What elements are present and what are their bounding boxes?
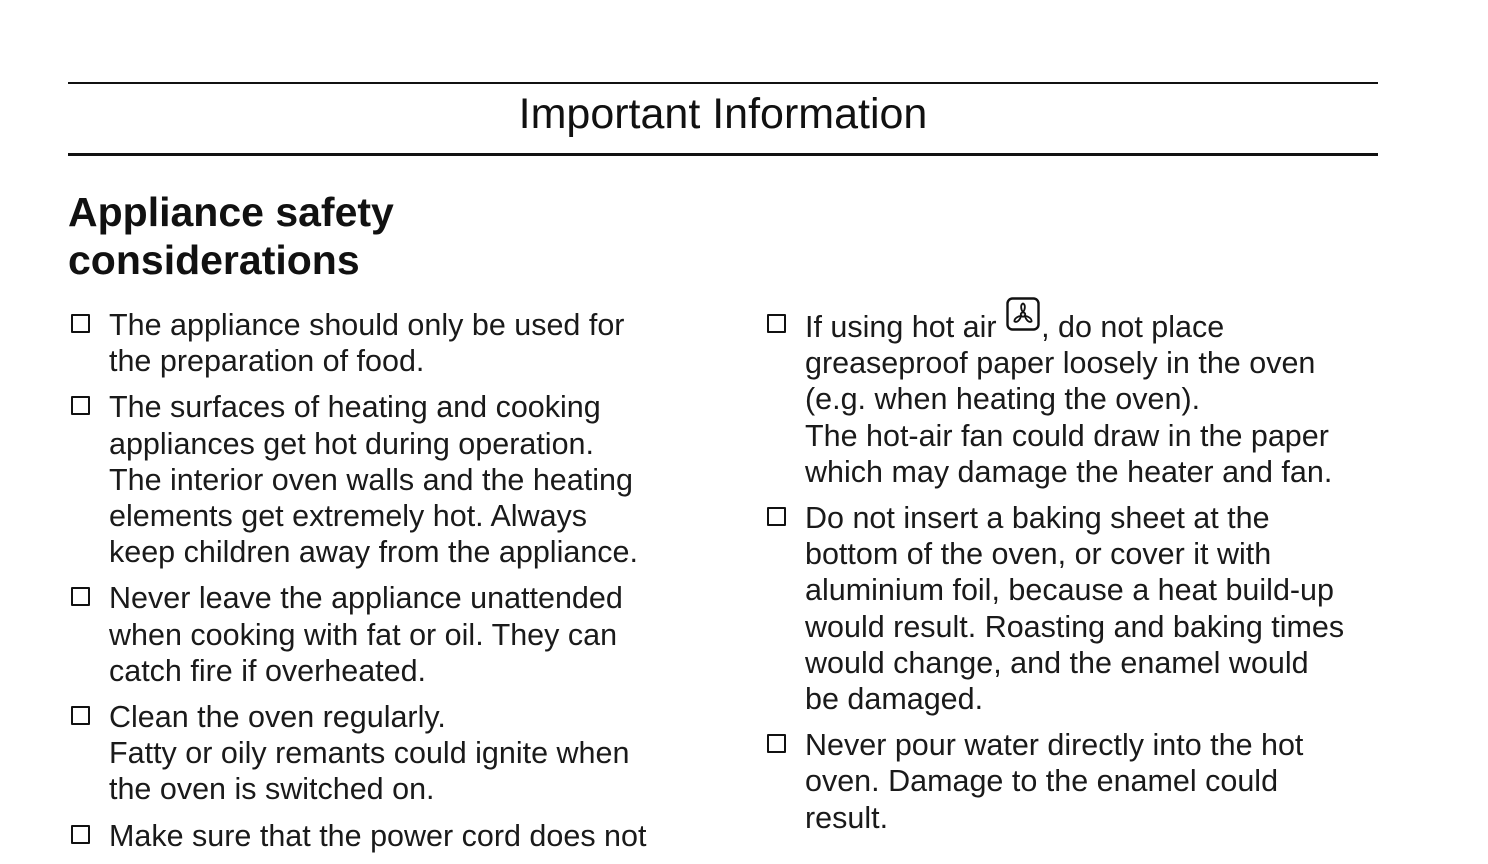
item-text-line: keep children away from the appliance.	[109, 535, 638, 570]
item-text-line: greaseproof paper loosely in the oven	[805, 346, 1316, 381]
item-text-line: The interior oven walls and the heating	[109, 462, 633, 497]
safety-list-left	[68, 307, 688, 864]
item-text-line: be damaged.	[805, 682, 984, 717]
item-text-line: aluminium foil, because a heat build-up	[805, 573, 1334, 608]
safety-item	[68, 580, 688, 689]
item-text-line: Never pour water directly into the hot	[805, 728, 1304, 763]
item-text-line: catch fire if overheated.	[109, 653, 427, 688]
item-text-line: The appliance should only be used for	[109, 308, 625, 342]
item-text-line: Make sure that the power cord does not	[109, 818, 647, 853]
item-text-line: Never leave the appliance unattended	[109, 581, 623, 616]
checkbox-bullet-icon	[767, 734, 786, 753]
item-text-line: Clean the oven regularly.	[109, 700, 446, 735]
item-text-line: oven. Damage to the enamel could	[805, 764, 1279, 799]
safety-list-right	[764, 307, 1384, 846]
item-text-line: would result. Roasting and baking times	[805, 609, 1345, 644]
item-text-line: The hot-air fan could draw in the paper	[805, 418, 1329, 453]
item-text-line: would change, and the enamel would	[805, 645, 1309, 680]
item-text-line: Fatty or oily remants could ignite when	[109, 736, 630, 771]
safety-item	[68, 818, 688, 854]
header-bottom-rule	[68, 153, 1378, 156]
safety-item	[68, 699, 688, 808]
hot-air-fan-icon	[1006, 297, 1040, 331]
checkbox-bullet-icon	[71, 396, 90, 415]
item-text-line: result.	[805, 800, 889, 835]
header-top-rule	[68, 82, 1378, 84]
item-first-line	[805, 307, 1384, 345]
item-text-line: elements get extremely hot. Always	[109, 499, 588, 534]
checkbox-bullet-icon	[71, 587, 90, 606]
checkbox-bullet-icon	[71, 314, 90, 333]
item-text-before-icon: If using hot air	[805, 310, 997, 344]
checkbox-bullet-icon	[71, 706, 90, 725]
item-text-line: Do not insert a baking sheet at the	[805, 501, 1270, 536]
checkbox-bullet-icon	[767, 507, 786, 526]
item-text-line: when cooking with fat or oil. They can	[109, 617, 618, 652]
item-text-line: The surfaces of heating and cooking	[109, 390, 601, 425]
checkbox-bullet-icon	[767, 314, 786, 333]
safety-item	[68, 389, 688, 570]
section-title-line-1: Appliance safety	[68, 189, 394, 235]
safety-item	[764, 500, 1384, 717]
item-text-line: bottom of the oven, or cover it with	[805, 537, 1272, 572]
safety-item	[764, 727, 1384, 836]
safety-item	[68, 307, 688, 379]
item-text-line: the preparation of food.	[109, 344, 425, 379]
item-text-line: which may damage the heater and fan.	[805, 454, 1333, 489]
page-header-title: Important Information	[518, 90, 928, 138]
section-title	[68, 188, 394, 284]
safety-item	[764, 307, 1384, 490]
section-title-line-2: considerations	[68, 237, 360, 283]
item-text-line: appliances get hot during operation.	[109, 426, 594, 461]
item-text-line: the oven is switched on.	[109, 772, 435, 807]
checkbox-bullet-icon	[71, 825, 90, 844]
item-text-line: (e.g. when heating the oven).	[805, 382, 1201, 417]
item-text-after-icon: , do not place	[1041, 310, 1225, 344]
